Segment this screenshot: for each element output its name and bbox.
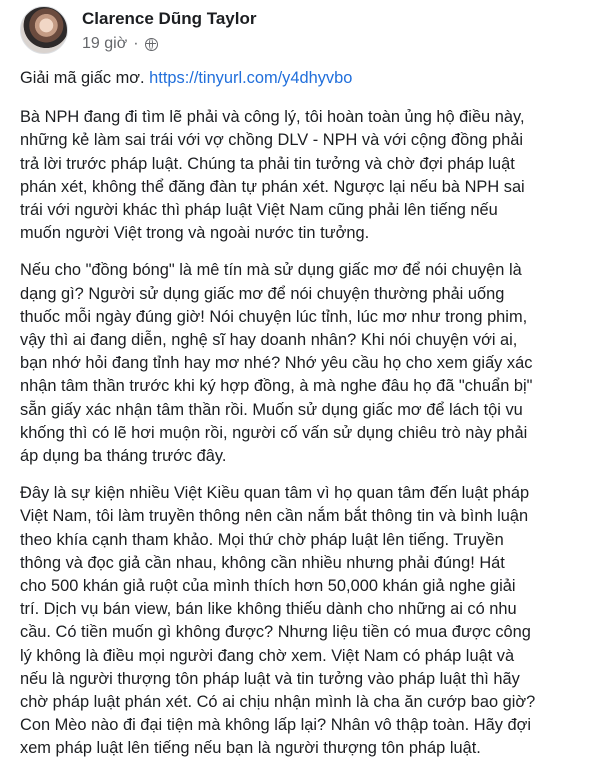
paragraph-line: muốn người Việt trong và ngoài nước tin tưởng.	[20, 224, 370, 243]
post-paragraph	[20, 106, 588, 245]
paragraph-line: Bà NPH đang đi tìm lẽ phải và công lý, tôi hoàn toàn ủng hộ điều này,	[20, 108, 525, 127]
paragraph-line: sẵn giấy xác nhận tâm thần rồi. Muốn sử dụng giấc mơ để lách tội vu	[20, 400, 523, 419]
paragraph-line: thông và đọc giả cần nhau, không cần nhiều nhưng phải đúng! Hát	[20, 553, 505, 572]
paragraph-line: khống thì có lẽ hơi muộn rồi, người cố vấn sử dụng chiêu trò này phải	[20, 423, 528, 442]
paragraph-line: thuốc mỗi ngày đúng giờ! Nói chuyện lúc tỉnh, lúc mơ như trong phim,	[20, 307, 528, 326]
post-intro	[20, 67, 588, 90]
paragraph-line: Nếu cho "đồng bóng" là mê tín mà sử dụng giấc mơ để nói chuyện là	[20, 261, 522, 280]
paragraph-line: nếu là người thượng tôn pháp luật và tin tưởng vào pháp luật thì hãy	[20, 669, 520, 688]
paragraph-line: xem pháp luật lên tiếng nếu bạn là người thượng tôn pháp luật.	[20, 739, 481, 758]
paragraph-line: trả lời trước pháp luật. Chúng ta phải tin tưởng và chờ đợi pháp luật	[20, 154, 515, 173]
paragraph-line: cầu. Có tiền muốn gì không được? Nhưng liệu tiền có mua được công	[20, 623, 531, 642]
paragraph-line: trí. Dịch vụ bán view, bán like không thiếu dành cho những ai có nhu	[20, 600, 517, 619]
post-paragraph	[20, 482, 588, 760]
paragraph-line: vậy thì ai đang diễn, nghệ sĩ hay doanh nhân? Khi nói chuyện với ai,	[20, 331, 518, 350]
globe-icon[interactable]	[145, 38, 158, 51]
paragraph-line: chờ pháp luật phán xét. Có ai chịu nhận mình là cha ăn cướp bao giờ?	[20, 693, 536, 712]
post-header	[20, 6, 256, 56]
post-paragraph	[20, 259, 588, 468]
paragraph-line: nhận tâm thần trước khi ký hợp đồng, à mà nghe đâu họ đã "chuẩn bị"	[20, 377, 533, 396]
paragraph-line: cho 500 khán giả ruột của mình thích hơn 50,000 khán giả nghe giải	[20, 577, 516, 596]
paragraph-line: Đây là sự kiện nhiều Việt Kiều quan tâm vì họ quan tâm đến luật pháp	[20, 484, 530, 503]
post-paragraphs	[20, 106, 588, 760]
post-meta	[82, 8, 256, 54]
intro-text: Giải mã giấc mơ.	[20, 69, 150, 87]
paragraph-line: lý không là điều mọi người đang chờ xem. Việt Nam có pháp luật và	[20, 646, 515, 665]
post-link[interactable]: https://tinyurl.com/y4dhyvbo	[149, 69, 353, 87]
paragraph-line: Con Mèo nào đi đại tiện mà không lấp lại? Nhân vô thập toàn. Hãy đợi	[20, 716, 531, 735]
author-avatar[interactable]	[20, 6, 68, 54]
paragraph-line: dạng gì? Người sử dụng giấc mơ để nói chuyện thường phải uống	[20, 284, 505, 303]
author-name[interactable]: Clarence Dũng Taylor	[82, 9, 257, 28]
paragraph-line: phán xét, không thể đăng đàn tự phán xét. Ngược lại nếu bà NPH sai	[20, 177, 525, 196]
meta-separator: ·	[133, 35, 139, 52]
paragraph-line: trái với người khác thì pháp luật Việt Nam cũng phải lên tiếng nếu	[20, 201, 498, 220]
paragraph-line: bạn nhớ hỏi đang tỉnh hay mơ nhé? Nhớ yêu cầu họ cho xem giấy xác	[20, 354, 533, 373]
post-timestamp[interactable]: 19 giờ	[82, 35, 128, 52]
paragraph-line: những kẻ làm sai trái với vợ chồng DLV - NPH và với cộng đồng phải	[20, 131, 523, 150]
post-body	[20, 67, 588, 775]
paragraph-line: áp dụng ba tháng trước đây.	[20, 447, 227, 466]
post-subline	[82, 34, 256, 54]
paragraph-line: Việt Nam, tôi làm truyền thông nên cần nắm bắt thông tin và bình luận	[20, 507, 529, 526]
paragraph-line: theo khía cạnh tham khảo. Mọi thứ chờ pháp luật lên tiếng. Truyền	[20, 530, 504, 549]
